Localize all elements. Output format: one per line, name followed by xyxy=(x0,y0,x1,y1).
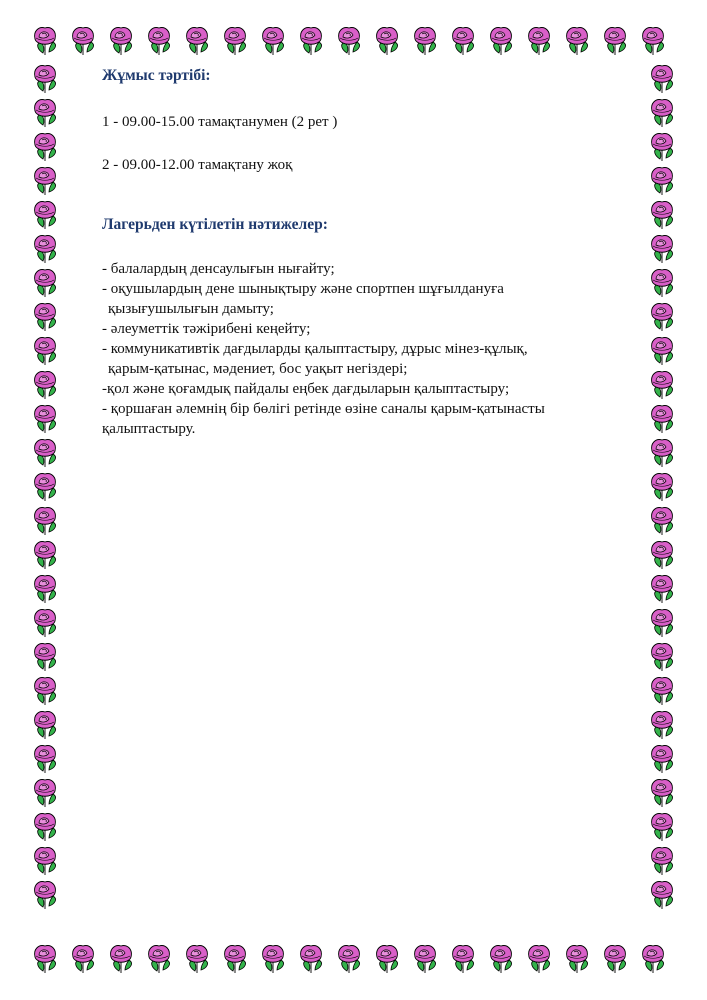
rose-flower-icon xyxy=(263,946,284,973)
rose-flower-icon xyxy=(567,28,588,55)
rose-flower-icon xyxy=(643,946,664,973)
rose-flower-icon xyxy=(35,678,56,705)
rose-flower-icon xyxy=(187,946,208,973)
rose-flower-icon xyxy=(35,28,56,55)
rose-flower-icon xyxy=(225,946,246,973)
rose-flower-icon xyxy=(652,168,673,195)
results-line: - әлеуметтік тәжірибені кеңейту; xyxy=(102,321,311,337)
rose-flower-icon xyxy=(35,236,56,263)
rose-flower-icon xyxy=(339,28,360,55)
schedule-item-1: 1 - 09.00-15.00 тамақтанумен (2 рет ) xyxy=(102,114,338,130)
rose-flower-icon xyxy=(35,576,56,603)
rose-flower-icon xyxy=(35,338,56,365)
rose-flower-icon xyxy=(652,542,673,569)
rose-flower-icon xyxy=(652,678,673,705)
rose-flower-icon xyxy=(35,202,56,229)
rose-flower-icon xyxy=(263,28,284,55)
rose-flower-icon xyxy=(35,542,56,569)
results-line: -қол және қоғамдық пайдалы еңбек дағдыларын қалыптастыру; xyxy=(102,381,510,397)
rose-flower-icon xyxy=(301,28,322,55)
rose-flower-icon xyxy=(652,882,673,909)
rose-flower-icon xyxy=(35,372,56,399)
schedule-heading: Жұмыс тәртібі: xyxy=(102,67,211,84)
rose-flower-icon xyxy=(339,946,360,973)
rose-flower-icon xyxy=(652,66,673,93)
rose-flower-icon xyxy=(35,780,56,807)
rose-flower-icon xyxy=(652,338,673,365)
rose-flower-icon xyxy=(652,236,673,263)
rose-flower-icon xyxy=(652,508,673,535)
rose-flower-icon xyxy=(652,440,673,467)
results-line: - балалардың денсаулығын нығайту; xyxy=(102,261,335,277)
page-content xyxy=(102,66,622,439)
rose-flower-icon xyxy=(35,134,56,161)
results-list xyxy=(102,259,622,439)
rose-flower-icon xyxy=(652,270,673,297)
rose-flower-icon xyxy=(35,746,56,773)
results-line: - оқушылардың дене шынықтыру және спортпен шұғылдануға xyxy=(102,281,504,297)
rose-flower-icon xyxy=(35,882,56,909)
rose-flower-icon xyxy=(652,780,673,807)
rose-flower-icon xyxy=(225,28,246,55)
rose-flower-icon xyxy=(529,28,550,55)
rose-flower-icon xyxy=(35,66,56,93)
results-line: - қоршаған әлемнің бір бөлігі ретінде өзіне саналы қарым-қатынасты xyxy=(102,401,545,417)
results-line: қалыптастыру. xyxy=(102,421,196,437)
rose-flower-icon xyxy=(73,28,94,55)
rose-flower-icon xyxy=(652,712,673,739)
rose-flower-icon xyxy=(652,848,673,875)
rose-flower-icon xyxy=(605,946,626,973)
rose-flower-icon xyxy=(35,406,56,433)
rose-flower-icon xyxy=(187,28,208,55)
rose-flower-icon xyxy=(35,440,56,467)
rose-flower-icon xyxy=(35,168,56,195)
rose-flower-icon xyxy=(301,946,322,973)
rose-flower-icon xyxy=(453,28,474,55)
rose-flower-icon xyxy=(35,848,56,875)
rose-flower-icon xyxy=(73,946,94,973)
rose-flower-icon xyxy=(652,304,673,331)
rose-flower-icon xyxy=(643,28,664,55)
rose-flower-icon xyxy=(111,946,132,973)
rose-flower-icon xyxy=(35,100,56,127)
results-line: - коммуникативтік дағдыларды қалыптастыру, дұрыс мінез-құлық, xyxy=(102,341,528,357)
rose-flower-icon xyxy=(35,712,56,739)
rose-flower-icon xyxy=(652,474,673,501)
rose-flower-icon xyxy=(149,28,170,55)
rose-flower-icon xyxy=(35,644,56,671)
rose-flower-icon xyxy=(652,100,673,127)
results-line: қарым-қатынас, мәдениет, бос уақыт негіздері; xyxy=(108,361,408,377)
rose-flower-icon xyxy=(35,474,56,501)
rose-flower-icon xyxy=(35,946,56,973)
rose-flower-icon xyxy=(652,814,673,841)
schedule-item-2: 2 - 09.00-12.00 тамақтану жоқ xyxy=(102,157,293,173)
rose-flower-icon xyxy=(529,946,550,973)
rose-flower-icon xyxy=(652,576,673,603)
rose-flower-icon xyxy=(35,270,56,297)
rose-flower-icon xyxy=(652,372,673,399)
rose-flower-icon xyxy=(35,508,56,535)
rose-flower-icon xyxy=(652,644,673,671)
rose-flower-icon xyxy=(35,814,56,841)
rose-flower-icon xyxy=(491,946,512,973)
rose-flower-icon xyxy=(35,610,56,637)
rose-flower-icon xyxy=(652,406,673,433)
rose-flower-icon xyxy=(652,610,673,637)
rose-flower-icon xyxy=(149,946,170,973)
rose-flower-icon xyxy=(652,202,673,229)
rose-flower-icon xyxy=(377,28,398,55)
rose-flower-icon xyxy=(377,946,398,973)
results-line: қызығушылығын дамыту; xyxy=(108,301,274,317)
rose-flower-icon xyxy=(652,746,673,773)
results-heading: Лагерьден күтілетін нәтижелер: xyxy=(102,216,328,233)
rose-flower-icon xyxy=(111,28,132,55)
rose-flower-icon xyxy=(605,28,626,55)
rose-flower-icon xyxy=(652,134,673,161)
rose-flower-icon xyxy=(491,28,512,55)
rose-flower-icon xyxy=(415,28,436,55)
rose-flower-icon xyxy=(567,946,588,973)
rose-flower-icon xyxy=(453,946,474,973)
rose-flower-icon xyxy=(35,304,56,331)
rose-flower-icon xyxy=(415,946,436,973)
